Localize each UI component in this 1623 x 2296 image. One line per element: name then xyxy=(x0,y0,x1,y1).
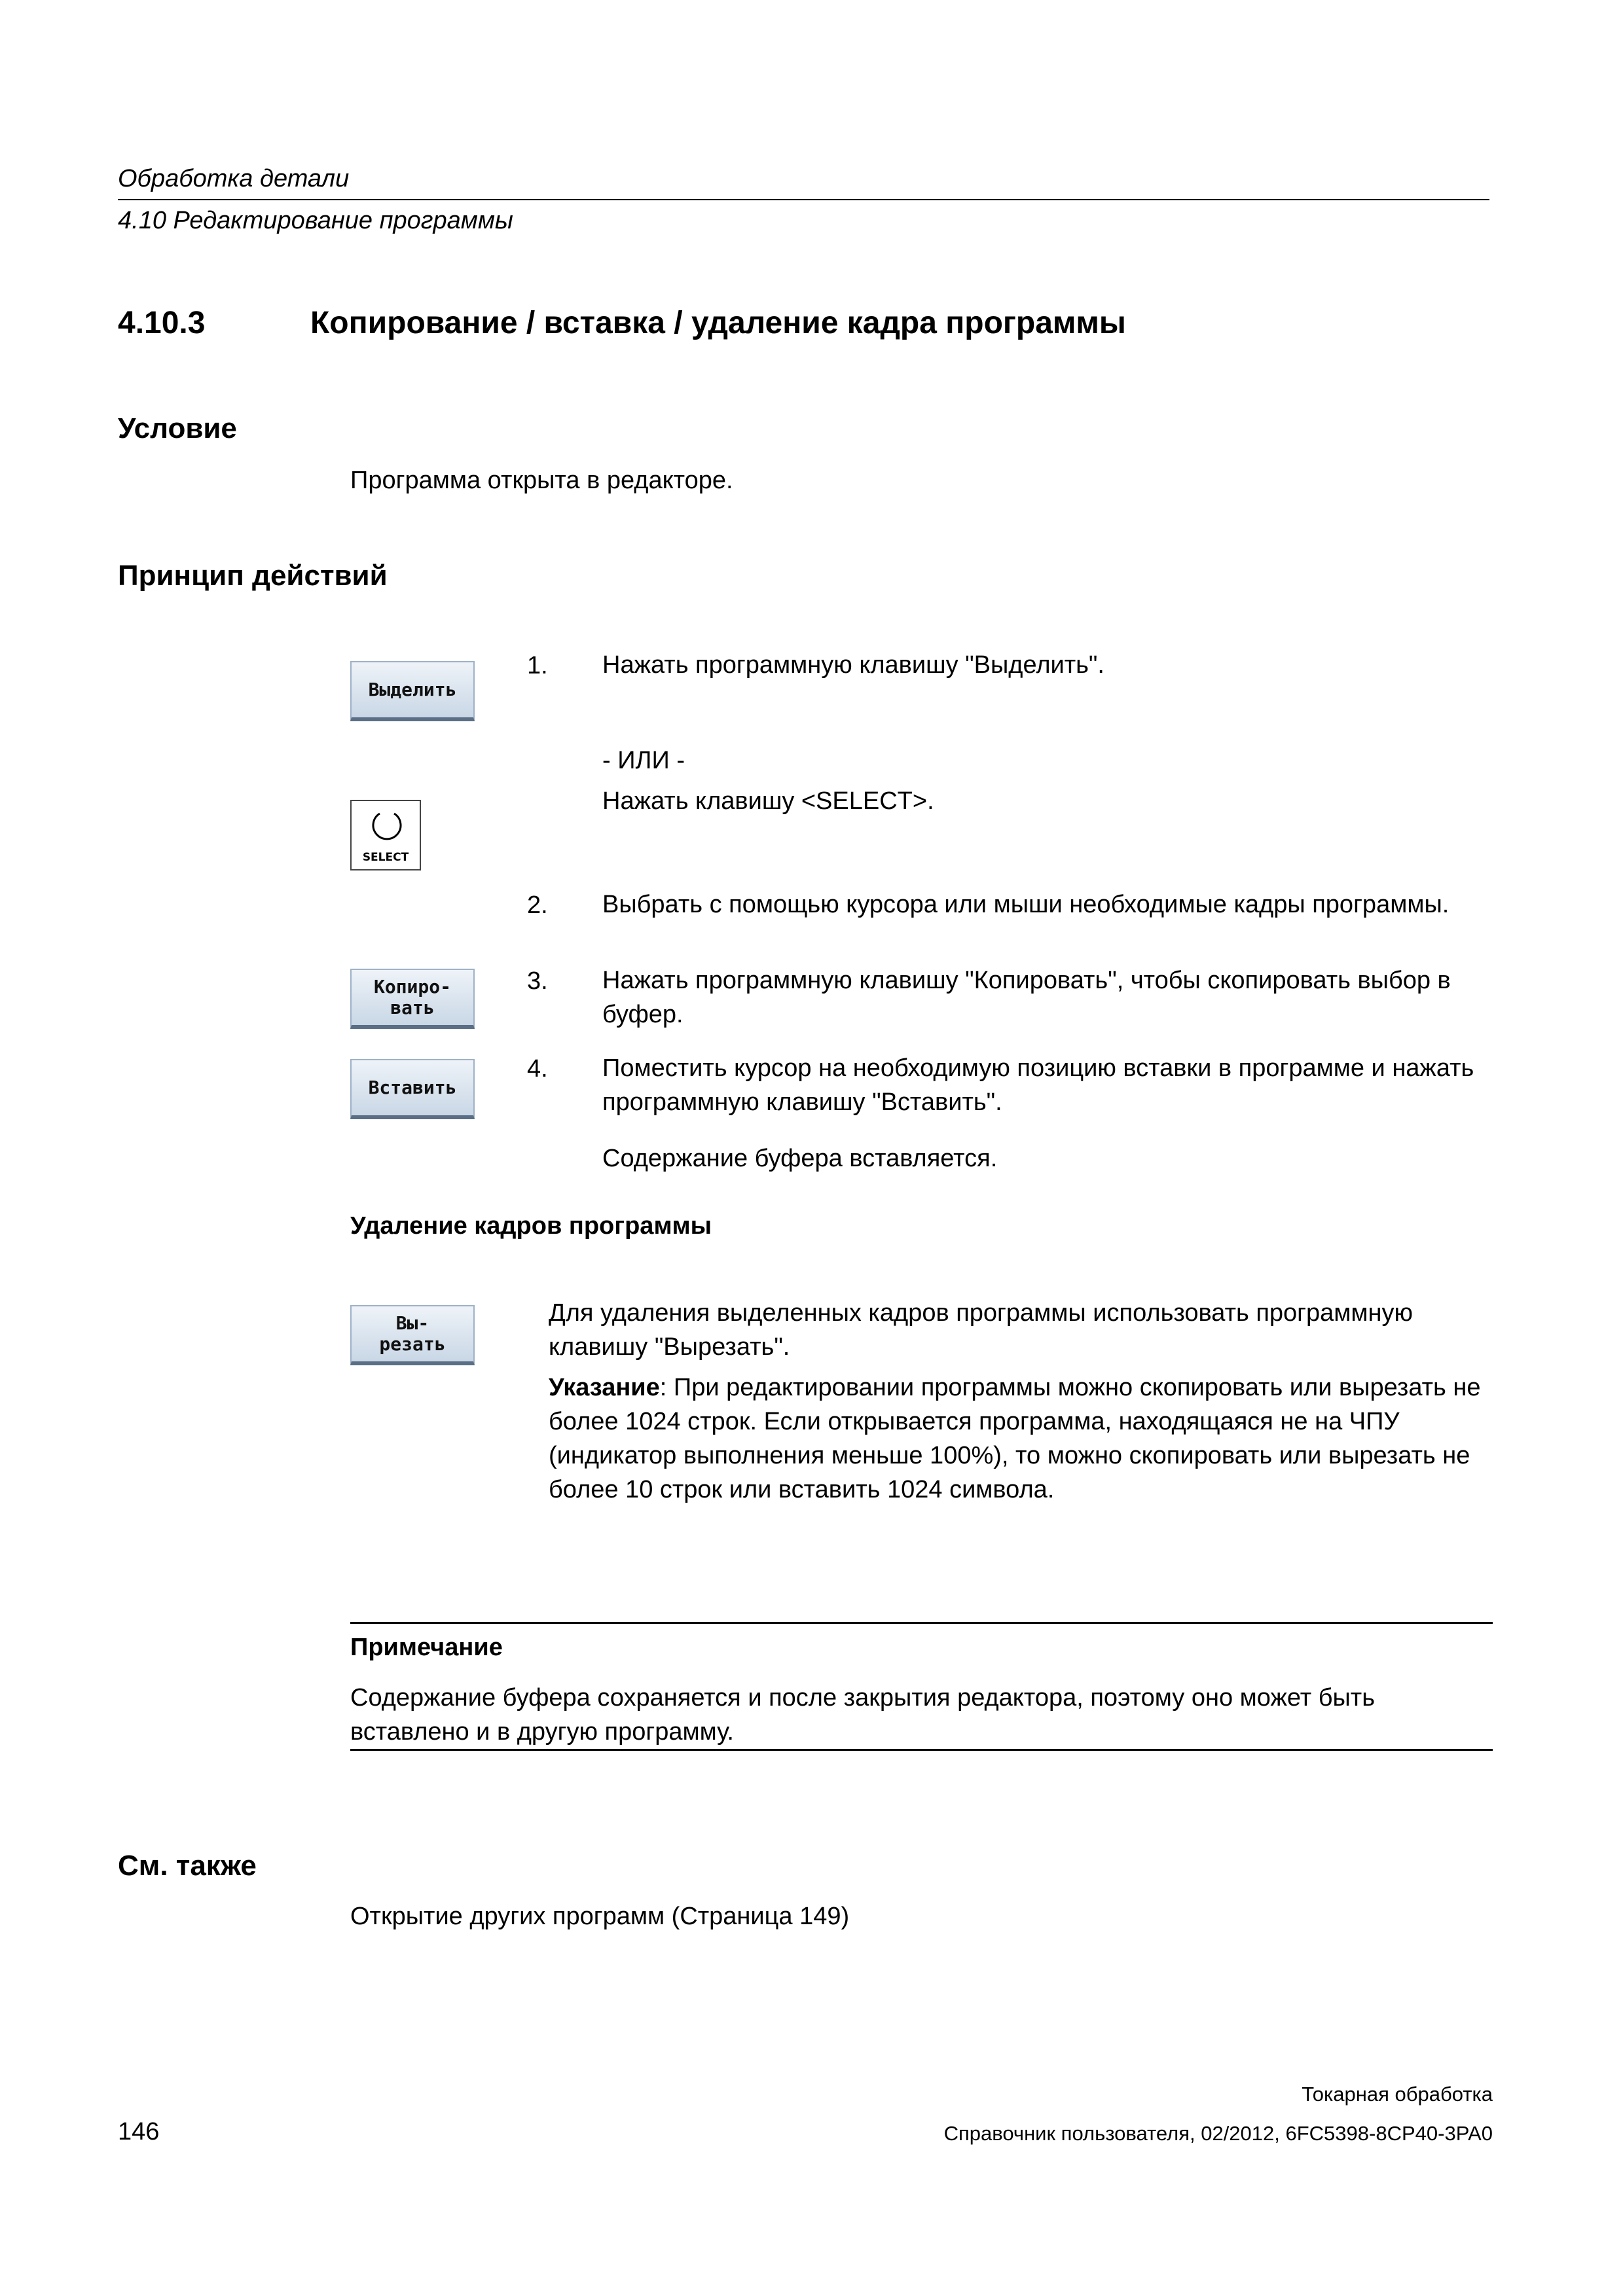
header-section: 4.10 Редактирование программы xyxy=(118,207,513,234)
step-4-text: Поместить курсор на необходимую позицию вставки в программе и нажать программную клавишу "Вставить". xyxy=(602,1054,1474,1116)
note-text: Содержание буфера сохраняется и после закрытия редактора, поэтому оно может быть вставлено и в другую программу. xyxy=(350,1684,1376,1746)
step-2-number: 2. xyxy=(527,891,548,919)
step-1-text: Нажать программную клавишу "Выделить". xyxy=(602,651,1104,679)
step-3-number: 3. xyxy=(527,967,548,995)
section-title: Копирование / вставка / удаление кадра программы xyxy=(310,306,1126,340)
step-3-text: Нажать программную клавишу "Копировать", чтобы скопировать выбор в буфер. xyxy=(602,967,1451,1028)
note-heading: Примечание xyxy=(350,1634,503,1661)
step-2-text: Выбрать с помощью курсора или мыши необходимые кадры программы. xyxy=(602,891,1450,918)
step-1-number: 1. xyxy=(527,652,548,679)
hint-label: Указание xyxy=(549,1374,660,1401)
condition-heading: Условие xyxy=(118,412,237,444)
delete-hint xyxy=(549,1371,1491,1507)
header-chapter: Обработка детали xyxy=(118,165,350,192)
hint-text: : При редактировании программы можно скопировать или вырезать не более 1024 строк. Если открывается программа, находящаяся не на ЧПУ (индикатор выполнения меньше 100%), то можно скопировать или вырезать не более 10 строк или вставить 1024 символа. xyxy=(549,1374,1481,1503)
softkey-select[interactable]: Выделить xyxy=(350,661,475,721)
header-divider xyxy=(118,199,1489,200)
result-text: Содержание буфера вставляется. xyxy=(602,1145,998,1172)
select-key-label: SELECT xyxy=(362,851,409,864)
select-circle-icon xyxy=(370,808,404,842)
principle-heading: Принцип действий xyxy=(118,560,388,592)
alt-step-text: Нажать клавишу <SELECT>. xyxy=(602,787,934,815)
footer-doc: Справочник пользователя, 02/2012, 6FC5398-8CP40-3PA0 xyxy=(943,2122,1493,2145)
note-top-rule xyxy=(350,1622,1493,1624)
note-bottom-rule xyxy=(350,1749,1493,1751)
softkey-cut[interactable]: Вы- резать xyxy=(350,1305,475,1365)
footer-product: Токарная обработка xyxy=(1302,2083,1493,2106)
delete-heading: Удаление кадров программы xyxy=(350,1212,712,1240)
condition-text: Программа открыта в редакторе. xyxy=(350,467,733,494)
select-key[interactable] xyxy=(350,800,421,870)
delete-text: Для удаления выделенных кадров программы использовать программную клавишу "Вырезать". xyxy=(549,1299,1413,1361)
section-number: 4.10.3 xyxy=(118,306,206,340)
see-also-heading: См. также xyxy=(118,1850,257,1882)
step-4-number: 4. xyxy=(527,1055,548,1083)
softkey-copy[interactable]: Копиро- вать xyxy=(350,969,475,1029)
softkey-paste[interactable]: Вставить xyxy=(350,1059,475,1119)
see-also-link[interactable]: Открытие других программ (Страница 149) xyxy=(350,1903,850,1930)
or-label: - ИЛИ - xyxy=(602,747,685,774)
page-number: 146 xyxy=(118,2118,160,2145)
